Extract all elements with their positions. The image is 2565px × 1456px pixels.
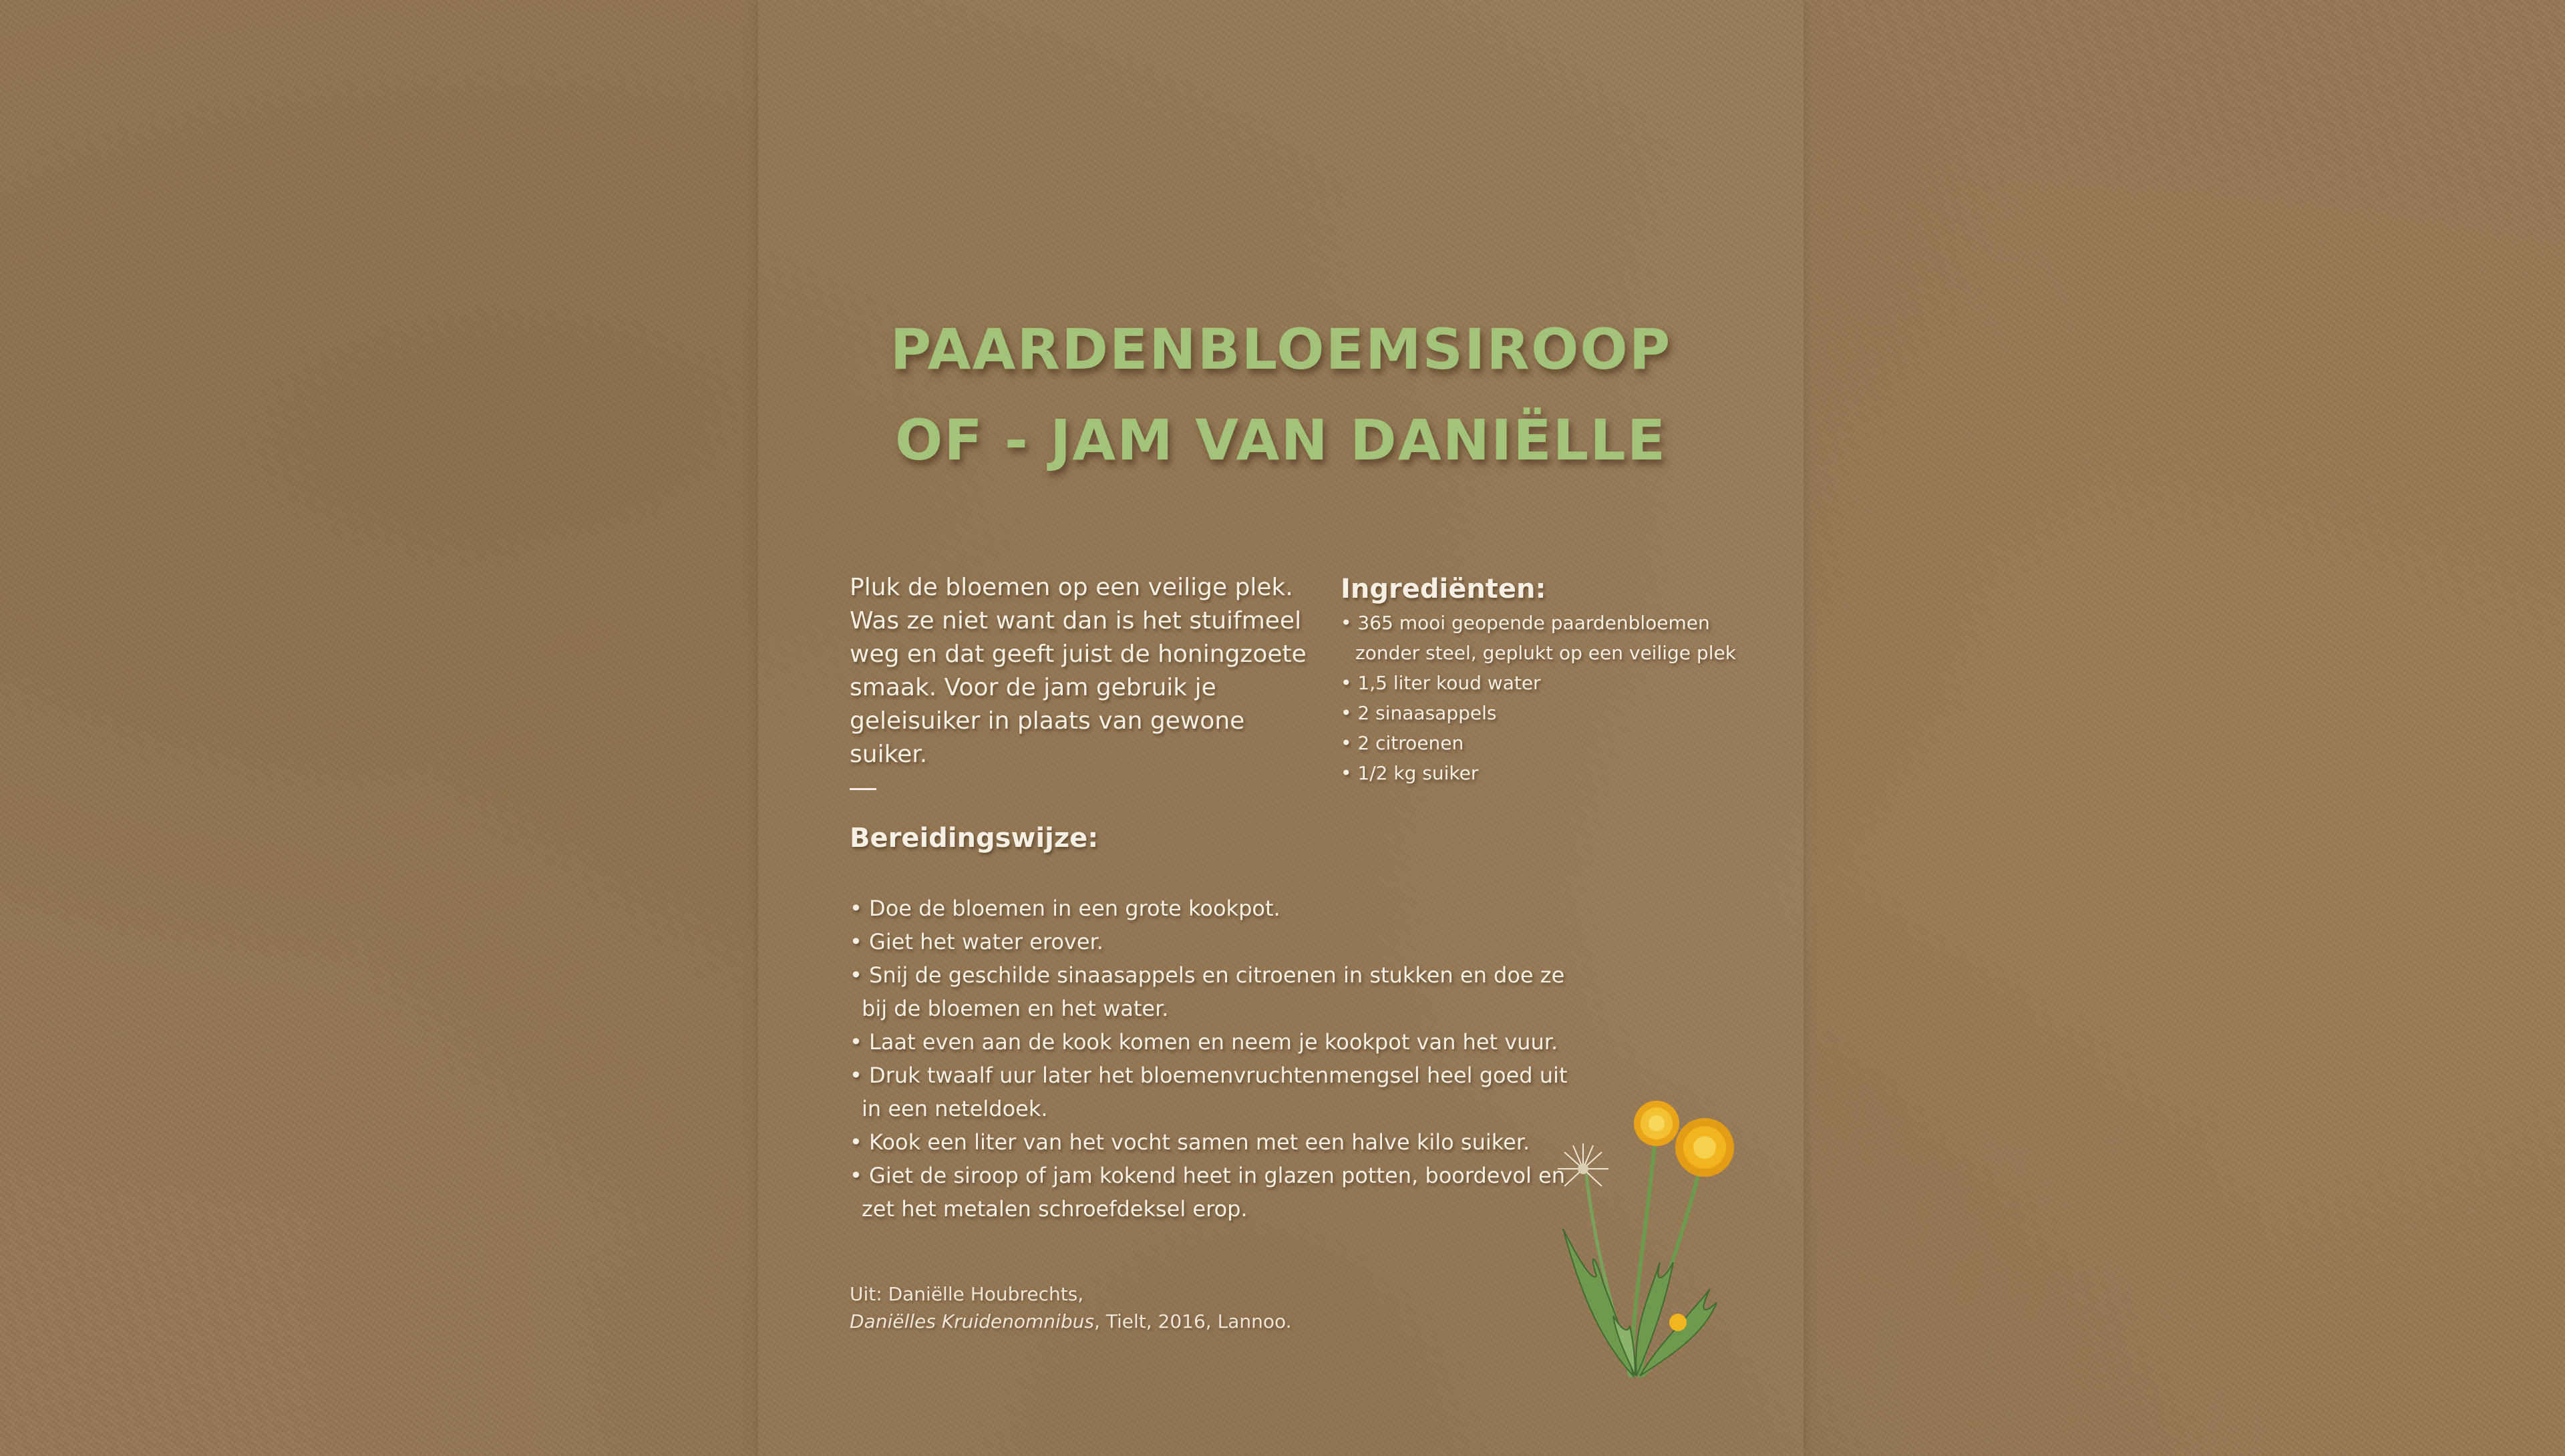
section-divider bbox=[850, 788, 876, 790]
preparation-steps bbox=[850, 892, 1578, 1226]
dandelion-seedhead bbox=[1558, 1143, 1608, 1186]
recipe-title bbox=[758, 304, 1804, 486]
recipe-title-line-2: OF - JAM VAN DANIËLLE bbox=[894, 407, 1667, 473]
ingredient-item: • 2 sinaasappels bbox=[1341, 698, 1755, 728]
source-author: Uit: Daniëlle Houbrechts, bbox=[850, 1283, 1084, 1305]
preparation-step: • Giet het water erover. bbox=[850, 925, 1578, 958]
source-citation bbox=[850, 1280, 1451, 1335]
ingredients-heading: Ingrediënten: bbox=[1341, 574, 1546, 604]
dandelion-flower bbox=[1634, 1101, 1679, 1146]
preparation-step: • Kook een liter van het vocht samen met een halve kilo suiker. bbox=[850, 1125, 1578, 1159]
ingredient-item: • 2 citroenen bbox=[1341, 728, 1755, 758]
dandelion-illustration-icon bbox=[1516, 1062, 1763, 1396]
ingredient-item: • 1/2 kg suiker bbox=[1341, 758, 1755, 788]
preparation-step: • Doe de bloemen in een grote kookpot. bbox=[850, 892, 1578, 925]
ingredient-item: • 365 mooi geopende paardenbloemen zonder steel, geplukt op een veilige plek bbox=[1341, 608, 1755, 668]
dandelion-flower bbox=[1675, 1118, 1734, 1177]
dandelion-bud bbox=[1669, 1314, 1687, 1331]
preparation-heading: Bereidingswijze: bbox=[850, 823, 1099, 854]
intro-text: Pluk de bloemen op een veilige plek. Was ze niet want dan is het stuifmeel weg en dat geeft juist de honingzoete smaak. Voor de jam gebruik je geleisuiker in plaats van gewone suiker. bbox=[850, 574, 1307, 768]
preparation-step: • Druk twaalf uur later het bloemenvruchtenmengsel heel goed uit in een neteldoek. bbox=[850, 1059, 1578, 1125]
ingredients-list bbox=[1341, 608, 1755, 788]
preparation-step: • Giet de siroop of jam kokend heet in glazen potten, boordevol en zet het metalen schroefdeksel erop. bbox=[850, 1159, 1578, 1226]
source-book-title: Daniëlles Kruidenomnibus bbox=[850, 1310, 1094, 1332]
source-publisher: , Tielt, 2016, Lannoo. bbox=[1093, 1310, 1292, 1332]
source-publication bbox=[850, 1308, 1451, 1335]
preparation-step: • Laat even aan de kook komen en neem je kookpot van het vuur. bbox=[850, 1025, 1578, 1059]
preparation-step: • Snij de geschilde sinaasappels en citroenen in stukken en doe ze bij de bloemen en het water. bbox=[850, 958, 1578, 1025]
ingredient-item: • 1,5 liter koud water bbox=[1341, 668, 1755, 698]
recipe-title-line-1: PAARDENBLOEMSIROOP bbox=[890, 317, 1672, 382]
